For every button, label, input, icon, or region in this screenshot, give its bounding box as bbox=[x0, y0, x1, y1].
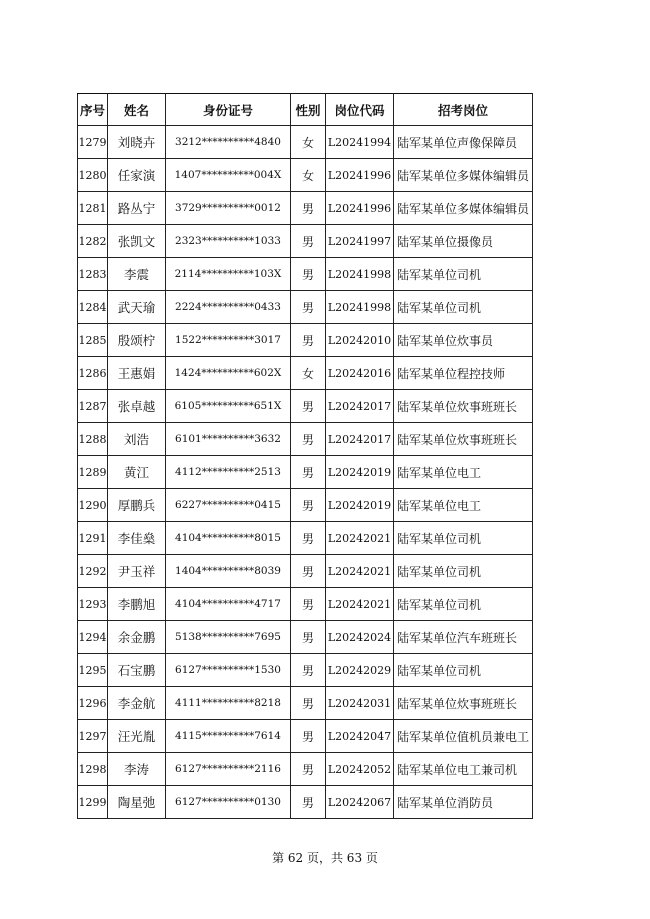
table-row bbox=[78, 225, 533, 258]
cell-position-code: L20241998 bbox=[326, 291, 394, 324]
cell-position: 陆军某单位多媒体编辑员 bbox=[394, 192, 533, 225]
cell-position: 陆军某单位炊事班班长 bbox=[394, 687, 533, 720]
cell-gender: 男 bbox=[291, 621, 326, 654]
cell-name: 张凯文 bbox=[108, 225, 166, 258]
cell-seq: 1295 bbox=[78, 654, 108, 687]
cell-seq: 1279 bbox=[78, 126, 108, 159]
cell-gender: 男 bbox=[291, 588, 326, 621]
table-row bbox=[78, 621, 533, 654]
cell-gender: 男 bbox=[291, 390, 326, 423]
cell-gender: 男 bbox=[291, 489, 326, 522]
cell-seq: 1282 bbox=[78, 225, 108, 258]
table-row bbox=[78, 720, 533, 753]
cell-gender: 男 bbox=[291, 423, 326, 456]
cell-gender: 女 bbox=[291, 126, 326, 159]
cell-id-number: 4112**********2513 bbox=[166, 456, 291, 489]
cell-position: 陆军某单位电工 bbox=[394, 456, 533, 489]
candidate-table bbox=[77, 93, 533, 819]
cell-position-code: L20242010 bbox=[326, 324, 394, 357]
cell-position: 陆军某单位司机 bbox=[394, 654, 533, 687]
cell-position: 陆军某单位司机 bbox=[394, 522, 533, 555]
cell-position: 陆军某单位司机 bbox=[394, 258, 533, 291]
cell-position: 陆军某单位司机 bbox=[394, 588, 533, 621]
table-row bbox=[78, 753, 533, 786]
table-row bbox=[78, 786, 533, 819]
cell-name: 任家演 bbox=[108, 159, 166, 192]
header-seq: 序号 bbox=[78, 94, 108, 126]
cell-name: 李震 bbox=[108, 258, 166, 291]
cell-position: 陆军某单位程控技师 bbox=[394, 357, 533, 390]
cell-name: 厚鹏兵 bbox=[108, 489, 166, 522]
cell-position: 陆军某单位电工 bbox=[394, 489, 533, 522]
cell-seq: 1289 bbox=[78, 456, 108, 489]
cell-id-number: 4111**********8218 bbox=[166, 687, 291, 720]
cell-id-number: 6127**********0130 bbox=[166, 786, 291, 819]
cell-gender: 男 bbox=[291, 654, 326, 687]
cell-id-number: 1424**********602X bbox=[166, 357, 291, 390]
cell-name: 黄江 bbox=[108, 456, 166, 489]
cell-seq: 1291 bbox=[78, 522, 108, 555]
cell-gender: 男 bbox=[291, 555, 326, 588]
cell-seq: 1287 bbox=[78, 390, 108, 423]
table-row bbox=[78, 654, 533, 687]
cell-position-code: L20241994 bbox=[326, 126, 394, 159]
cell-name: 张卓越 bbox=[108, 390, 166, 423]
header-id-number: 身份证号 bbox=[166, 94, 291, 126]
table-row bbox=[78, 522, 533, 555]
cell-position: 陆军某单位汽车班班长 bbox=[394, 621, 533, 654]
cell-name: 李鹏旭 bbox=[108, 588, 166, 621]
cell-position: 陆军某单位消防员 bbox=[394, 786, 533, 819]
cell-id-number: 2323**********1033 bbox=[166, 225, 291, 258]
table-row bbox=[78, 555, 533, 588]
cell-id-number: 1404**********8039 bbox=[166, 555, 291, 588]
cell-position: 陆军某单位摄像员 bbox=[394, 225, 533, 258]
cell-id-number: 4104**********8015 bbox=[166, 522, 291, 555]
cell-position-code: L20242017 bbox=[326, 390, 394, 423]
cell-name: 刘晓卉 bbox=[108, 126, 166, 159]
cell-gender: 女 bbox=[291, 357, 326, 390]
header-position-code: 岗位代码 bbox=[326, 94, 394, 126]
cell-position-code: L20242029 bbox=[326, 654, 394, 687]
cell-position: 陆军某单位声像保障员 bbox=[394, 126, 533, 159]
cell-seq: 1293 bbox=[78, 588, 108, 621]
cell-gender: 男 bbox=[291, 456, 326, 489]
cell-name: 武天瑜 bbox=[108, 291, 166, 324]
header-position: 招考岗位 bbox=[394, 94, 533, 126]
cell-position: 陆军某单位司机 bbox=[394, 555, 533, 588]
cell-position-code: L20242067 bbox=[326, 786, 394, 819]
cell-position-code: L20242019 bbox=[326, 456, 394, 489]
cell-seq: 1299 bbox=[78, 786, 108, 819]
cell-id-number: 1522**********3017 bbox=[166, 324, 291, 357]
cell-name: 李佳燊 bbox=[108, 522, 166, 555]
cell-gender: 男 bbox=[291, 687, 326, 720]
header-name: 姓名 bbox=[108, 94, 166, 126]
cell-name: 刘浩 bbox=[108, 423, 166, 456]
cell-position: 陆军某单位电工兼司机 bbox=[394, 753, 533, 786]
cell-seq: 1281 bbox=[78, 192, 108, 225]
cell-gender: 男 bbox=[291, 324, 326, 357]
cell-gender: 男 bbox=[291, 192, 326, 225]
cell-position-code: L20241998 bbox=[326, 258, 394, 291]
cell-name: 殷颂柠 bbox=[108, 324, 166, 357]
cell-seq: 1286 bbox=[78, 357, 108, 390]
cell-name: 王惠娟 bbox=[108, 357, 166, 390]
cell-position-code: L20242047 bbox=[326, 720, 394, 753]
cell-name: 李金航 bbox=[108, 687, 166, 720]
table-row bbox=[78, 489, 533, 522]
cell-position-code: L20242021 bbox=[326, 555, 394, 588]
cell-gender: 男 bbox=[291, 291, 326, 324]
table-row bbox=[78, 258, 533, 291]
cell-seq: 1284 bbox=[78, 291, 108, 324]
cell-id-number: 2114**********103X bbox=[166, 258, 291, 291]
cell-seq: 1296 bbox=[78, 687, 108, 720]
cell-id-number: 4104**********4717 bbox=[166, 588, 291, 621]
cell-id-number: 3729**********0012 bbox=[166, 192, 291, 225]
table-row bbox=[78, 324, 533, 357]
cell-position: 陆军某单位多媒体编辑员 bbox=[394, 159, 533, 192]
cell-seq: 1290 bbox=[78, 489, 108, 522]
cell-id-number: 6127**********1530 bbox=[166, 654, 291, 687]
cell-position: 陆军某单位炊事班班长 bbox=[394, 390, 533, 423]
header-gender: 性别 bbox=[291, 94, 326, 126]
table-body bbox=[78, 126, 533, 819]
cell-name: 陶星弛 bbox=[108, 786, 166, 819]
table-row bbox=[78, 159, 533, 192]
cell-seq: 1298 bbox=[78, 753, 108, 786]
cell-position-code: L20242021 bbox=[326, 588, 394, 621]
table-row bbox=[78, 390, 533, 423]
cell-position-code: L20242021 bbox=[326, 522, 394, 555]
cell-id-number: 1407**********004X bbox=[166, 159, 291, 192]
cell-position-code: L20242017 bbox=[326, 423, 394, 456]
cell-position-code: L20242024 bbox=[326, 621, 394, 654]
cell-name: 路丛宁 bbox=[108, 192, 166, 225]
cell-id-number: 6227**********0415 bbox=[166, 489, 291, 522]
cell-position-code: L20242052 bbox=[326, 753, 394, 786]
cell-position: 陆军某单位炊事班班长 bbox=[394, 423, 533, 456]
cell-name: 汪光胤 bbox=[108, 720, 166, 753]
cell-position-code: L20242019 bbox=[326, 489, 394, 522]
cell-seq: 1294 bbox=[78, 621, 108, 654]
cell-seq: 1285 bbox=[78, 324, 108, 357]
cell-gender: 男 bbox=[291, 753, 326, 786]
cell-position-code: L20241997 bbox=[326, 225, 394, 258]
cell-position-code: L20242031 bbox=[326, 687, 394, 720]
cell-position: 陆军某单位司机 bbox=[394, 291, 533, 324]
table-row bbox=[78, 192, 533, 225]
cell-name: 李涛 bbox=[108, 753, 166, 786]
table-row bbox=[78, 423, 533, 456]
cell-id-number: 6101**********3632 bbox=[166, 423, 291, 456]
cell-seq: 1280 bbox=[78, 159, 108, 192]
cell-id-number: 6127**********2116 bbox=[166, 753, 291, 786]
table-row bbox=[78, 357, 533, 390]
cell-seq: 1288 bbox=[78, 423, 108, 456]
cell-gender: 女 bbox=[291, 159, 326, 192]
table-row bbox=[78, 588, 533, 621]
cell-id-number: 2224**********0433 bbox=[166, 291, 291, 324]
cell-position-code: L20241996 bbox=[326, 192, 394, 225]
table-header bbox=[78, 94, 533, 126]
cell-gender: 男 bbox=[291, 786, 326, 819]
cell-id-number: 3212**********4840 bbox=[166, 126, 291, 159]
table-row bbox=[78, 126, 533, 159]
cell-name: 余金鹏 bbox=[108, 621, 166, 654]
cell-id-number: 5138**********7695 bbox=[166, 621, 291, 654]
cell-position: 陆军某单位值机员兼电工 bbox=[394, 720, 533, 753]
cell-name: 尹玉祥 bbox=[108, 555, 166, 588]
table-row bbox=[78, 687, 533, 720]
cell-position-code: L20241996 bbox=[326, 159, 394, 192]
cell-seq: 1283 bbox=[78, 258, 108, 291]
table-row bbox=[78, 456, 533, 489]
cell-seq: 1292 bbox=[78, 555, 108, 588]
cell-gender: 男 bbox=[291, 522, 326, 555]
cell-position-code: L20242016 bbox=[326, 357, 394, 390]
cell-seq: 1297 bbox=[78, 720, 108, 753]
cell-id-number: 4115**********7614 bbox=[166, 720, 291, 753]
table-row bbox=[78, 291, 533, 324]
cell-gender: 男 bbox=[291, 225, 326, 258]
header-row bbox=[78, 94, 533, 126]
cell-position: 陆军某单位炊事员 bbox=[394, 324, 533, 357]
cell-gender: 男 bbox=[291, 720, 326, 753]
page-footer: 第 62 页，共 63 页 bbox=[272, 851, 378, 865]
cell-id-number: 6105**********651X bbox=[166, 390, 291, 423]
cell-gender: 男 bbox=[291, 258, 326, 291]
cell-name: 石宝鹏 bbox=[108, 654, 166, 687]
